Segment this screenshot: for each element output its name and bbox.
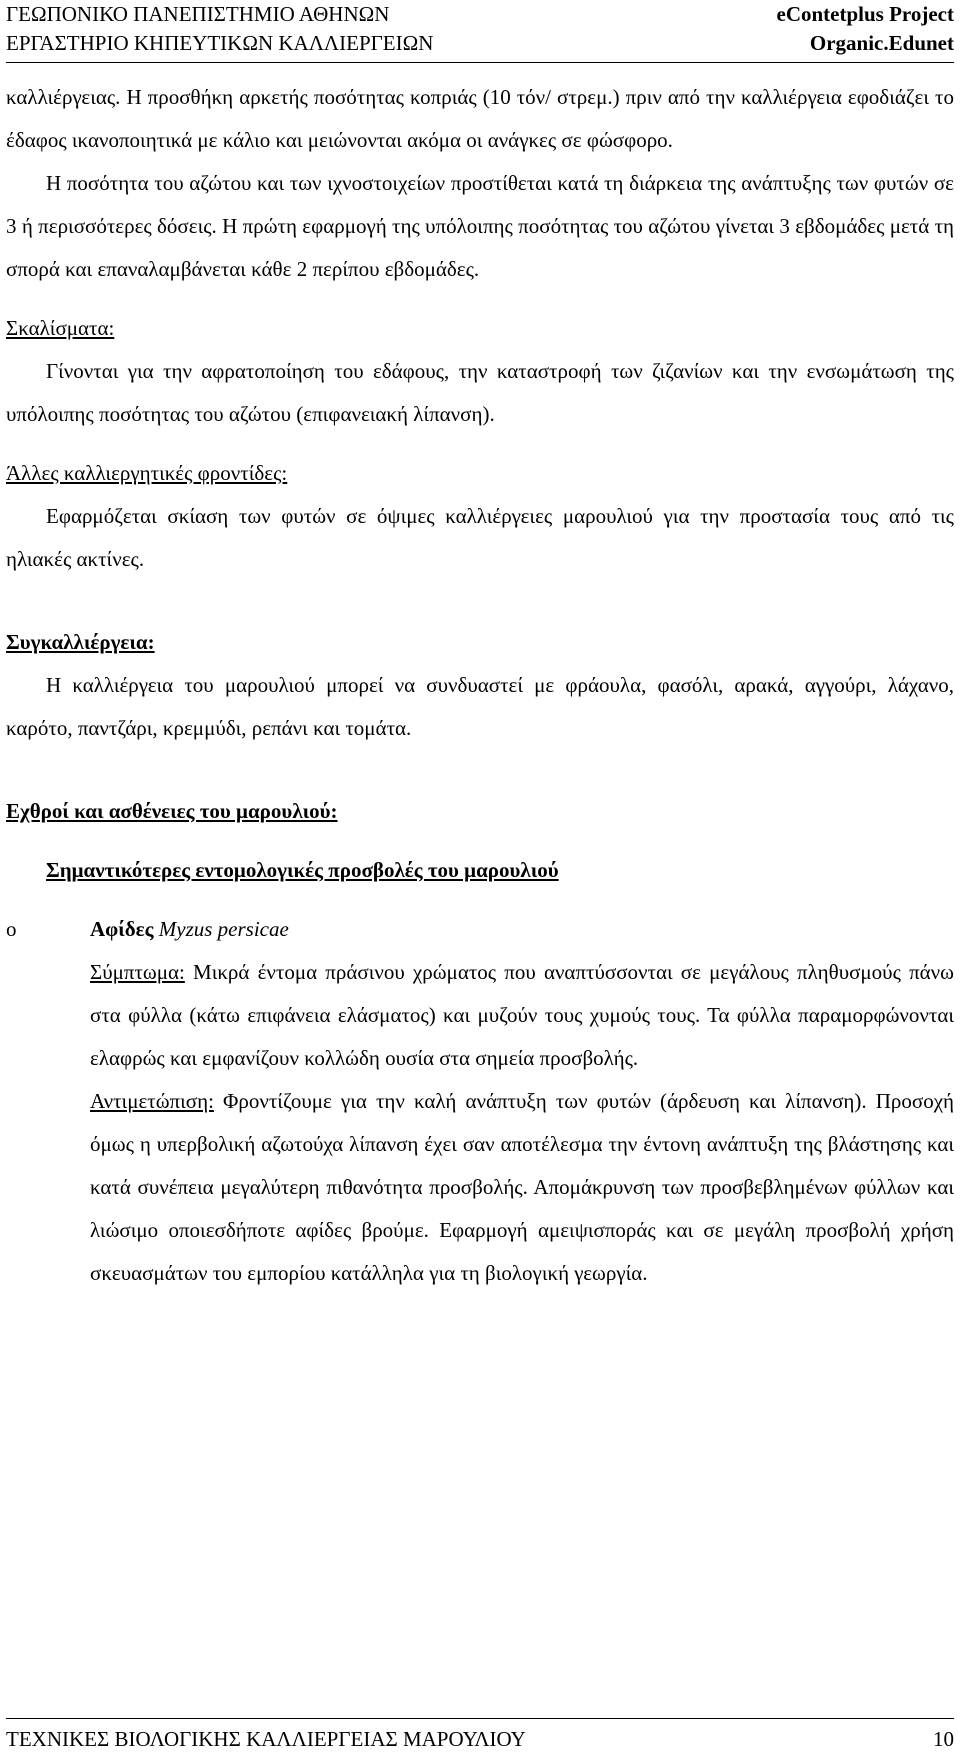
paragraph-nitrogen-application: Η ποσότητα του αζώτου και των ιχνοστοιχείων προστίθεται κατά τη διάρκεια της ανάπτυξης των φυτών σε 3 ή περισσότερες δόσεις. Η πρώτη εφαρμογή της υπόλοιπης ποσότητας του αζώτου γίνεται 3 εβδομάδες μετά τη σπορά και επαναλαμβάνεται κάθε 2 περίπου εβδομάδες.: [6, 171, 954, 281]
heading-companion-planting: Συγκαλλιέργεια:: [6, 630, 155, 654]
header-project-site: Organic.Edunet: [809, 31, 954, 55]
paragraph-hoeing: Γίνονται για την αφρατοποίηση του εδάφους, την καταστροφή των ζιζανίων και την ενσωμάτωση της υπόλοιπης ποσότητας του αζώτου (επιφανειακή λίπανση).: [6, 359, 954, 426]
header-university: ΓΕΩΠΟΝΙΚΟ ΠΑΝΕΠΙΣΤΗΜΙΟ ΑΘΗΝΩΝ: [6, 2, 390, 26]
page-number: 10: [933, 1727, 954, 1751]
paragraph-fertilization-continued: καλλιέργειας. Η προσθήκη αρκετής ποσότητας κοπριάς (10 τόν/ στρεμ.) πριν από την καλλιέργεια εφοδιάζει το έδαφος ικανοποιητικά με κάλιο και μειώνονται ακόμα οι ανάγκες σε φώσφορο.: [6, 85, 954, 152]
header-laboratory: ΕΡΓΑΣΤΗΡΙΟ ΚΗΠΕΥΤΙΚΩΝ ΚΑΛΛΙΕΡΓΕΙΩΝ: [6, 31, 434, 55]
heading-hoeing: Σκαλίσματα:: [6, 316, 115, 340]
symptoms-paragraph: [90, 951, 954, 1080]
heading-pests-diseases: Εχθροί και ασθένειες του μαρουλιού:: [6, 799, 338, 823]
footer-title: ΤΕΧΝΙΚΕΣ ΒΙΟΛΟΓΙΚΗΣ ΚΑΛΛΙΕΡΓΕΙΑΣ ΜΑΡΟΥΛΙΟΥ: [6, 1727, 526, 1751]
treatment-paragraph: [90, 1080, 954, 1295]
header-institution: [6, 0, 433, 58]
header-project-name: eContetplus Project: [776, 2, 954, 26]
subheading-insect-pests: Σημαντικότερες εντομολογικές προσβολές του μαρουλιού: [46, 858, 559, 882]
treatment-label: Αντιμετώπιση:: [90, 1089, 214, 1113]
document-body: [6, 76, 954, 1295]
aphids-details: [6, 951, 954, 1295]
header-project: [777, 0, 955, 58]
bullet-circle-icon: o: [6, 917, 17, 941]
pest-name: Αφίδες: [90, 917, 154, 941]
page-header: [6, 0, 954, 63]
pest-latin-name: Myzus persicae: [158, 917, 289, 941]
symptoms-label: Σύμπτωμα:: [90, 960, 185, 984]
heading-other-care: Άλλες καλλιεργητικές φροντίδες:: [6, 461, 288, 485]
treatment-text: Φροντίζουμε για την καλή ανάπτυξη των φυτών (άρδευση και λίπανση). Προσοχή όμως η υπερβολική αζωτούχα λίπανση έχει σαν αποτέλεσμα την έντονη ανάπτυξη της βλάστησης και κατά συνέπεια μεγαλύτερη πιθανότητα προσβολής. Απομάκρυνση των προσβεβλημένων φύλλων και λιώσιμο οποιεσδήποτε αφίδες βρούμε. Εφαρμογή αμειψισποράς και σε μεγάλη προσβολή χρήση σκευασμάτων του εμπορίου κατάλληλα για τη βιολογική γεωργία.: [90, 1089, 955, 1285]
paragraph-other-care: Εφαρμόζεται σκίαση των φυτών σε όψιμες καλλιέργειες μαρουλιού για την προστασία τους από τις ηλιακές ακτίνες.: [6, 504, 954, 571]
list-item-aphids: [6, 908, 954, 951]
symptoms-text: Μικρά έντομα πράσινου χρώματος που αναπτύσσονται σε μεγάλους πληθυσμούς πάνω στα φύλλα (κάτω επιφάνεια ελάσματος) και μυζούν τους χυμούς τους. Τα φύλλα παραμορφώνονται ελαφρώς και εμφανίζουν κολλώδη ουσία στα σημεία προσβολής.: [90, 960, 954, 1070]
page-footer: [6, 1718, 954, 1762]
paragraph-companion-planting: Η καλλιέργεια του μαρουλιού μπορεί να συνδυαστεί με φράουλα, φασόλι, αρακά, αγγούρι, λάχανο, καρότο, παντζάρι, κρεμμύδι, ρεπάνι και τομάτα.: [6, 673, 954, 740]
